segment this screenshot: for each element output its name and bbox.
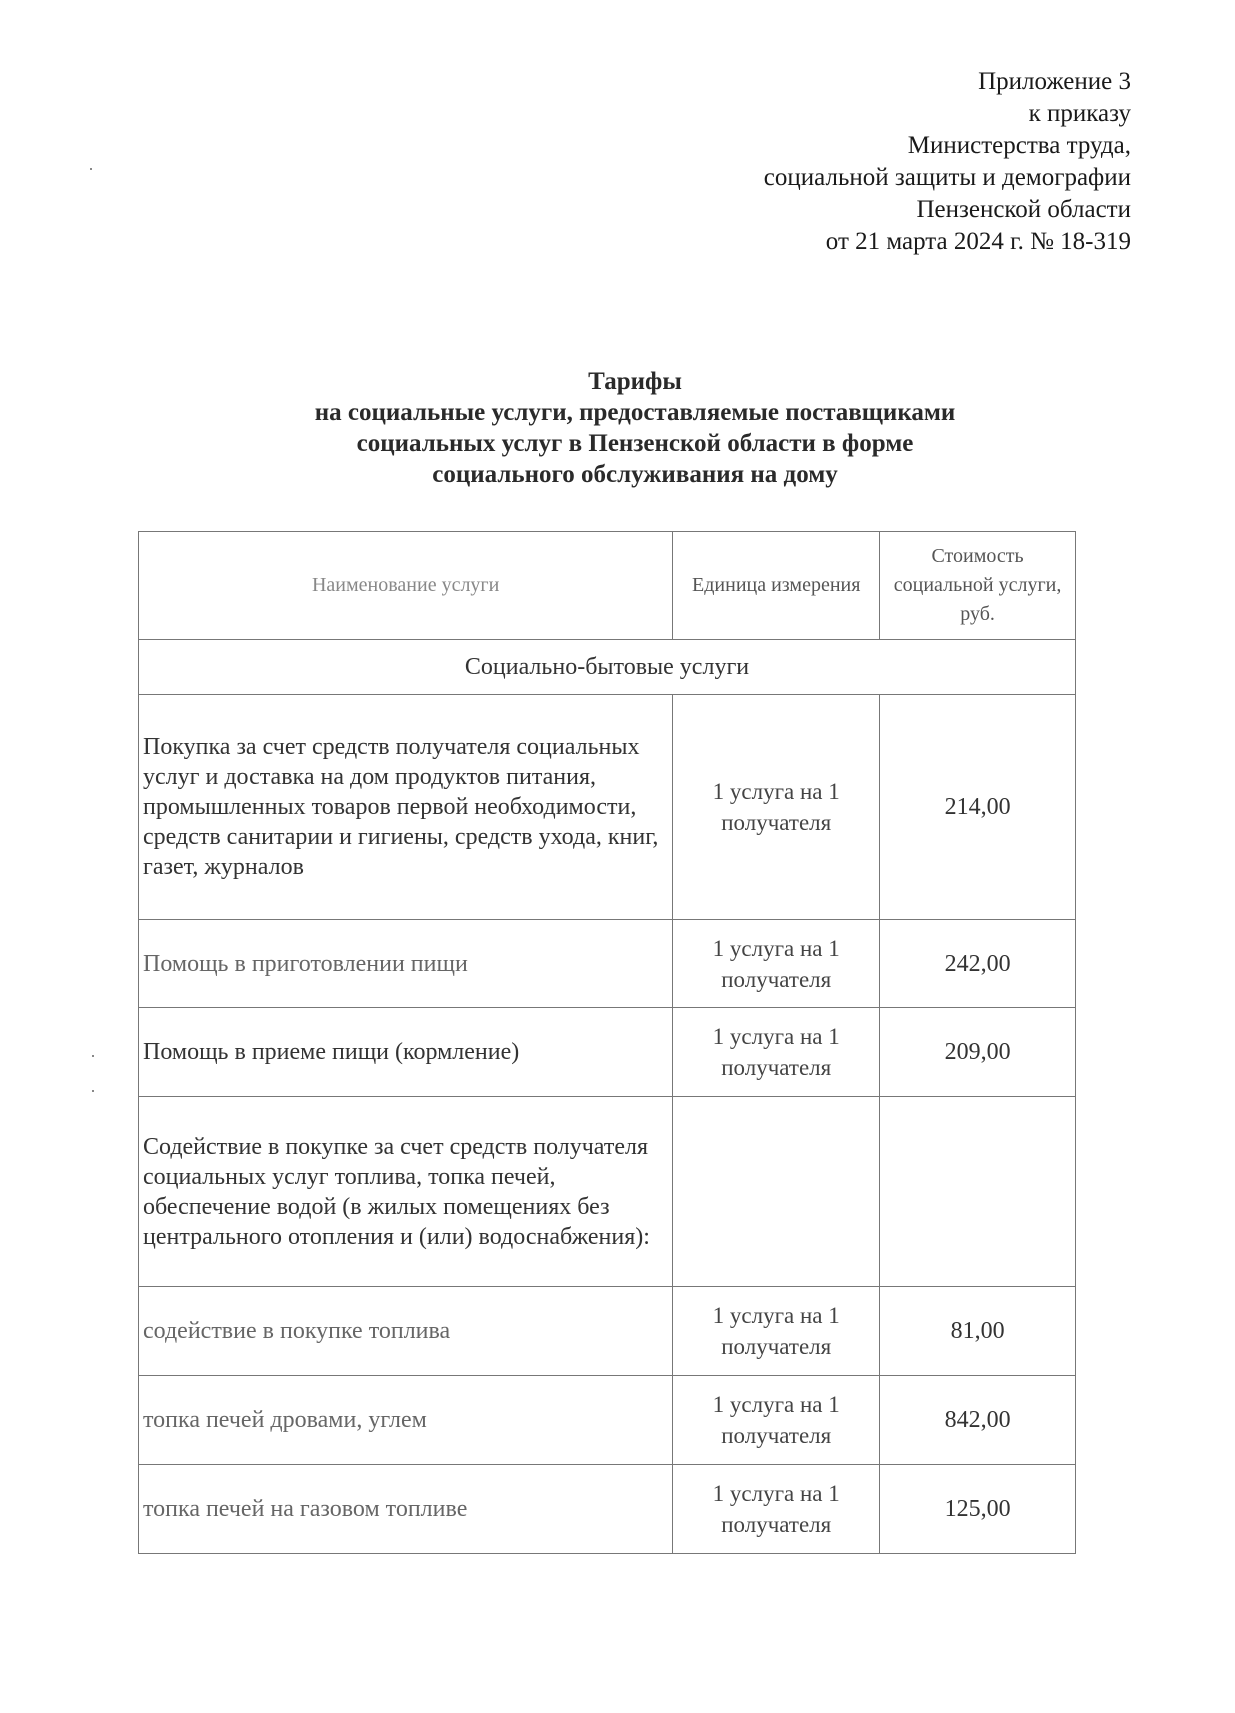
scan-speck: [92, 1090, 94, 1092]
header-line: к приказу: [1028, 100, 1131, 127]
service-name: Содействие в покупке за счет средств получателя социальных услуг топлива, топка печей, обеспечение водой (в жилых помещениях без центрального отопления и (или) водоснабжения):: [139, 1097, 673, 1287]
scan-speck: [92, 1055, 94, 1057]
service-unit: 1 услуга на 1 получателя: [673, 1008, 880, 1097]
header-line: социальной защиты и демографии: [763, 164, 1131, 191]
service-name: Помощь в приготовлении пищи: [139, 920, 673, 1008]
table-row: [139, 1287, 1076, 1376]
service-price: 125,00: [880, 1465, 1076, 1554]
title-line: социальных услуг в Пензенской области в форме: [356, 430, 914, 457]
header-line: Приложение 3: [978, 68, 1131, 95]
service-name: топка печей на газовом топливе: [139, 1465, 673, 1554]
service-price: 209,00: [880, 1008, 1076, 1097]
service-unit: 1 услуга на 1 получателя: [673, 1287, 880, 1376]
service-unit: 1 услуга на 1 получателя: [673, 695, 880, 920]
tariffs-table: [138, 531, 1076, 1554]
service-price: 842,00: [880, 1376, 1076, 1465]
title-line: социального обслуживания на дому: [432, 461, 838, 488]
service-name: содействие в покупке топлива: [139, 1287, 673, 1376]
service-price: 81,00: [880, 1287, 1076, 1376]
table-row: [139, 1097, 1076, 1287]
document-title: [0, 366, 1235, 490]
service-name: Помощь в приеме пищи (кормление): [139, 1008, 673, 1097]
service-price: [880, 1097, 1076, 1287]
column-header-price: Стоимость социальной услуги, руб.: [880, 532, 1076, 640]
service-name: топка печей дровами, углем: [139, 1376, 673, 1465]
table-header-row: [139, 532, 1076, 640]
section-title: Социально-бытовые услуги: [139, 640, 1076, 695]
table-row: [139, 1008, 1076, 1097]
header-line: Министерства труда,: [907, 132, 1131, 159]
title-line: на социальные услуги, предоставляемые поставщиками: [314, 399, 956, 426]
section-row: [139, 640, 1076, 695]
title-line: Тарифы: [588, 368, 682, 395]
service-name: Покупка за счет средств получателя социальных услуг и доставка на дом продуктов питания, промышленных товаров первой необходимости, средств санитарии и гигиены, средств ухода, книг, газет, журналов: [139, 695, 673, 920]
service-unit: [673, 1097, 880, 1287]
header-line: Пензенской области: [916, 196, 1131, 223]
service-unit: 1 услуга на 1 получателя: [673, 1465, 880, 1554]
service-unit: 1 услуга на 1 получателя: [673, 920, 880, 1008]
table-row: [139, 695, 1076, 920]
column-header-unit: Единица измерения: [673, 532, 880, 640]
service-price: 242,00: [880, 920, 1076, 1008]
appendix-header: [764, 66, 1131, 258]
service-price: 214,00: [880, 695, 1076, 920]
scan-speck: [90, 168, 92, 170]
table-row: [139, 1376, 1076, 1465]
table-row: [139, 1465, 1076, 1554]
header-line: от 21 марта 2024 г. № 18-319: [825, 228, 1131, 255]
service-unit: 1 услуга на 1 получателя: [673, 1376, 880, 1465]
table-row: [139, 920, 1076, 1008]
column-header-name: Наименование услуги: [139, 532, 673, 640]
